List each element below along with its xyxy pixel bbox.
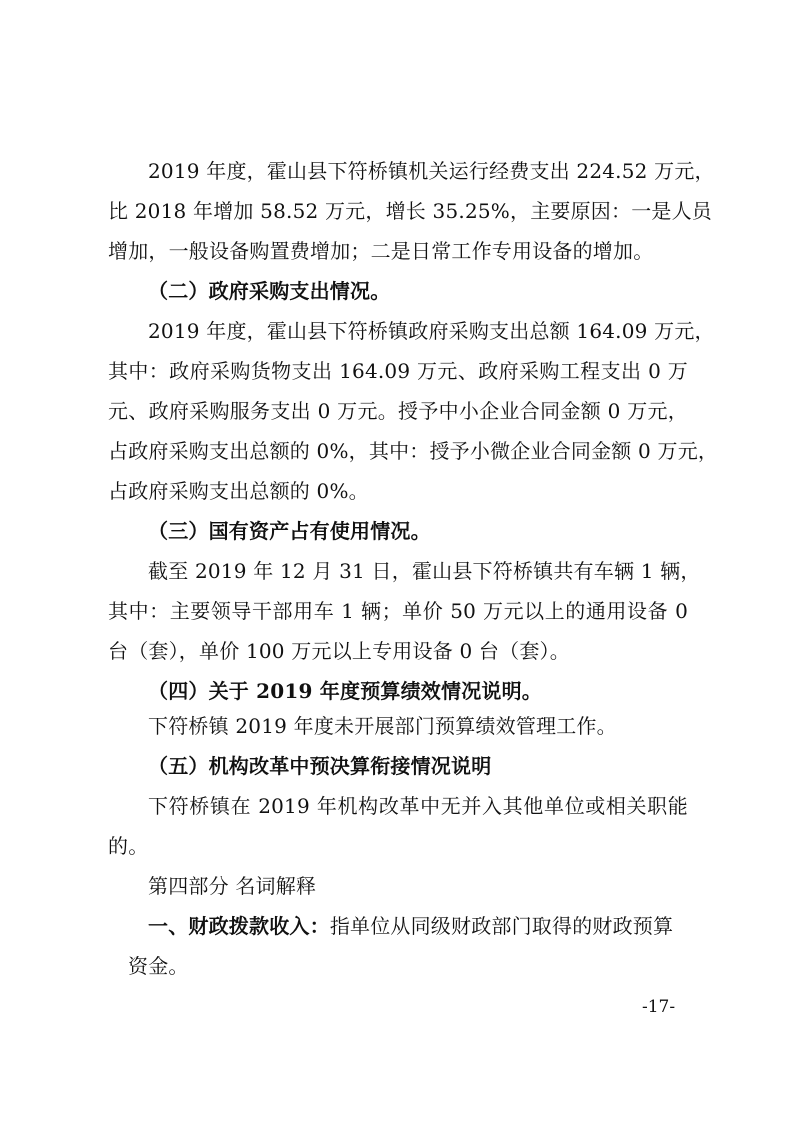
- section-heading: （四）关于 2019 年度预算绩效情况说明。: [148, 679, 542, 703]
- term-definition-line: [148, 912, 688, 940]
- paragraph-line: 2019 年度，霍山县下符桥镇机关运行经费支出 224.52 万元，: [148, 159, 715, 183]
- paragraph-line: 占政府采购支出总额的 0%，其中：授予小微企业合同金额 0 万元，: [108, 439, 719, 463]
- paragraph-line: 资金。: [128, 954, 189, 978]
- paragraph-line: 2019 年度，霍山县下符桥镇政府采购支出总额 164.09 万元，: [148, 319, 715, 343]
- paragraph-line: 元、政府采购服务支出 0 万元。授予中小企业合同金额 0 万元，: [108, 399, 688, 423]
- paragraph-line: 下符桥镇 2019 年度未开展部门预算绩效管理工作。: [148, 714, 617, 738]
- paragraph-line: 下符桥镇在 2019 年机构改革中无并入其他单位或相关职能: [148, 794, 688, 818]
- paragraph-line: 其中：政府采购货物支出 164.09 万元、政府采购工程支出 0 万: [108, 359, 688, 383]
- section-heading: （五）机构改革中预决算衔接情况说明: [148, 754, 492, 778]
- section-heading: （二）政府采购支出情况。: [148, 279, 391, 303]
- paragraph-line: 比 2018 年增加 58.52 万元，增长 35.25%，主要原因：一是人员: [108, 199, 713, 223]
- section-heading: （三）国有资产占有使用情况。: [148, 519, 431, 543]
- paragraph-line: 增加，一般设备购置费增加；二是日常工作专用设备的增加。: [108, 239, 654, 263]
- paragraph-line: 占政府采购支出总额的 0%。: [108, 479, 369, 503]
- paragraph-line: 其中：主要领导干部用车 1 辆；单价 50 万元以上的通用设备 0: [108, 599, 688, 623]
- paragraph-line: 的。: [108, 834, 149, 858]
- paragraph-line: 台（套），单价 100 万元以上专用设备 0 台（套）。: [108, 639, 570, 663]
- paragraph-line: 截至 2019 年 12 月 31 日，霍山县下符桥镇共有车辆 1 辆，: [148, 559, 701, 583]
- term-label: 一、财政拨款收入：: [148, 914, 330, 938]
- page-number: -17-: [642, 997, 676, 1017]
- part-heading: 第四部分 名词解释: [148, 874, 317, 898]
- term-definition: 指单位从同级财政部门取得的财政预算: [329, 914, 674, 938]
